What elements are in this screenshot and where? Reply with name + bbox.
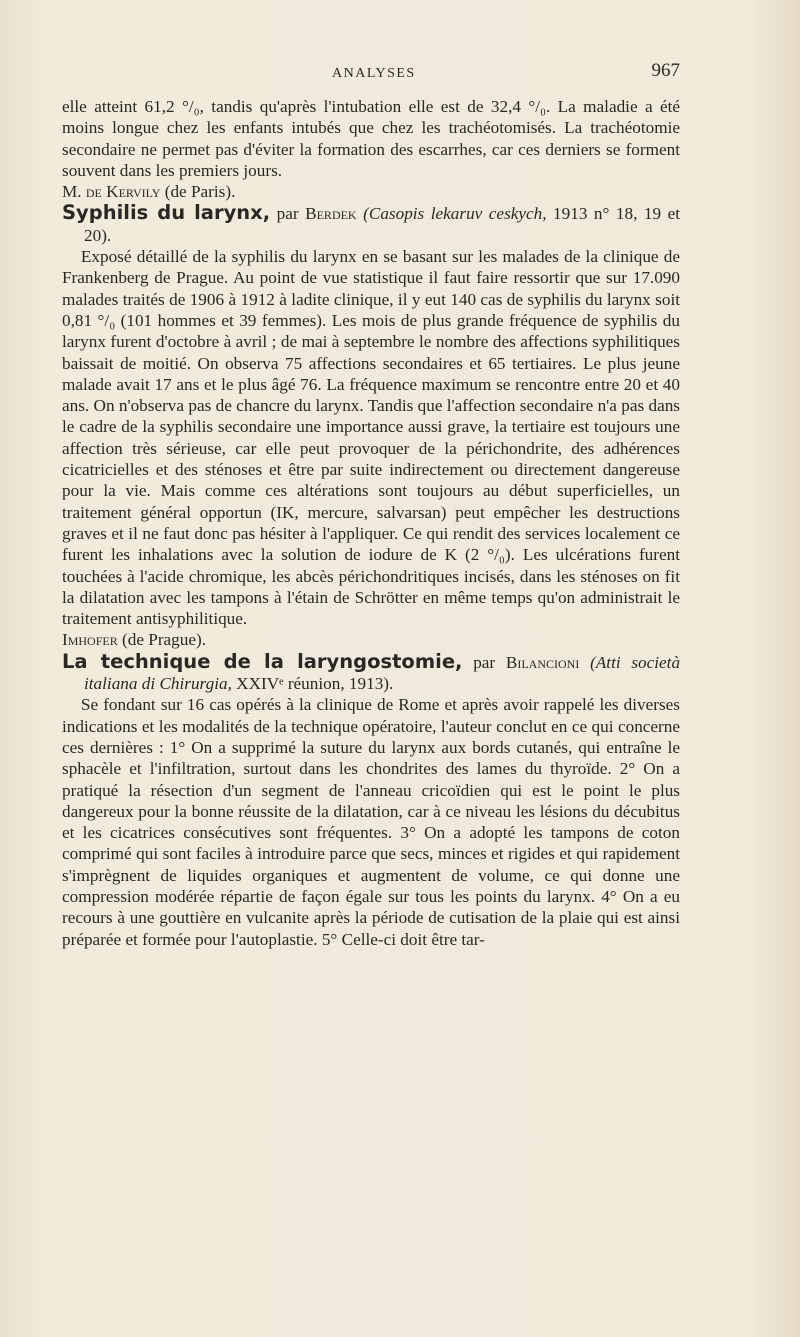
article3-author: Bilancioni bbox=[505, 652, 580, 672]
article3-body: Se fondant sur 16 cas opérés à la clinique de Rome et après avoir rappelé les diverses indications et les modalités de la technique opératoire, l'auteur conclut en ce qui concerne ces dernières : 1° On a supprimé la suture du larynx aux bords cutanés, qui entraîne le sphacèle et l'infiltration, surtout dans les chondrites des lames du thyroïde. 2° On a pratiqué la résection d'un segment de l'anneau cricoïdien qui est le point le plus dangereux pour la bonne réussite de la dilatation, car à ce niveau les lésions du décubitus et les cicatrices consécutives sont fréquentes. 3° On a adopté les tampons de coton comprimé qui sont faciles à introduire parce que secs, minces et rigides et qui rapidement s'imprègnent de liquides organiques et augmentent de volume, ce qui donne une compression modérée répartie de façon égale sur tous les points du larynx. 4° On a eu recours à une gouttière en vulcanite après la période de cutisation de la plaie qui est ainsi préparée et formée pour l'autoplastie. 5° Celle-ci doit être tar- bbox=[62, 695, 680, 949]
article1-signature bbox=[62, 181, 680, 202]
page-number: 967 bbox=[651, 60, 680, 81]
article2-title: Syphilis du larynx, bbox=[62, 201, 271, 225]
running-title: ANALYSES bbox=[332, 66, 416, 81]
article2-signature bbox=[62, 629, 680, 650]
signature-name: Imhofer bbox=[62, 630, 118, 650]
article2-by: par bbox=[276, 204, 299, 224]
article2-ref: 1913 n° 18, 19 et 20). bbox=[84, 204, 681, 245]
article2-journal: (Casopis lekaruv ceskych, bbox=[363, 204, 547, 224]
signature-name: de Kervily bbox=[85, 182, 161, 202]
signature-prefix: M. bbox=[62, 182, 82, 202]
article2-author: Berdek bbox=[305, 204, 357, 224]
article1-continuation: elle atteint 61,2 °/₀, tandis qu'après l'intubation elle est de 32,4 °/₀. La maladie a été moins longue chez les enfants intubés que chez les trachéotomisés. La trachéotomie secondaire ne permet pas d'éviter la formation des escarrhes, car ces derniers se forment souvent dans les premiers jours. bbox=[62, 97, 680, 180]
article3-ref: XXIVᵉ réunion, 1913). bbox=[236, 674, 394, 694]
signature-place: (de Prague). bbox=[122, 630, 207, 650]
page-body bbox=[62, 96, 680, 950]
page-header bbox=[62, 60, 680, 88]
signature-place: (de Paris). bbox=[164, 182, 236, 202]
article3-by: par bbox=[473, 652, 496, 672]
article2-body: Exposé détaillé de la syphilis du larynx en se basant sur les malades de la clinique de Frankenberg de Prague. Au point de vue statistique il faut faire ressortir que sur 17.090 malades traités de 1906 à 1912 à ladite clinique, il y eut 140 cas de syphilis du larynx soit 0,81 °/₀ (101 hommes et 39 femmes). Les mois de plus grande fréquence de syphilis du larynx furent d'octobre à avril ; de mai à septembre le nombre des affections syphilitiques baissait de moitié. On observa 75 affections secondaires et 65 tertiaires. Le plus jeune malade avait 17 ans et le plus âgé 76. La fréquence maximum se rencontre entre 20 et 40 ans. On n'observa pas de chancre du larynx. Tandis que l'affection secondaire n'a pas dans le cadre de la syphilis secondaire une importance aussi grave, la tertiaire est toujours une affection très sérieuse, car elle peut provoquer de la périchondrite, des adhérences cicatricielles et des sténoses et être par suite indirectement ou directement dangereuse pour la vie. Mais comme ces altérations sont toujours au début superficielles, un traitement général opportun (IK, mercure, salvarsan) peut empêcher les destructions graves et il ne faut donc pas hésiter à l'appliquer. Ce qui rendit des services localement ce furent les inhalations avec la solution de iodure de K (2 °/₀). Les ulcérations furent touchées à l'acide chromique, les abcès périchondritiques incisés, dans les sténoses on fit la dilatation avec les tampons à l'étain de Schrötter en même temps qu'on administrait le traitement antisyphilitique. bbox=[62, 247, 680, 629]
article2-heading bbox=[62, 202, 680, 246]
article3-journal: (Atti società italiana di Chirurgia, bbox=[84, 652, 681, 694]
article3-heading bbox=[62, 651, 680, 695]
article3-title: La technique de la laryngostomie, bbox=[62, 649, 463, 673]
